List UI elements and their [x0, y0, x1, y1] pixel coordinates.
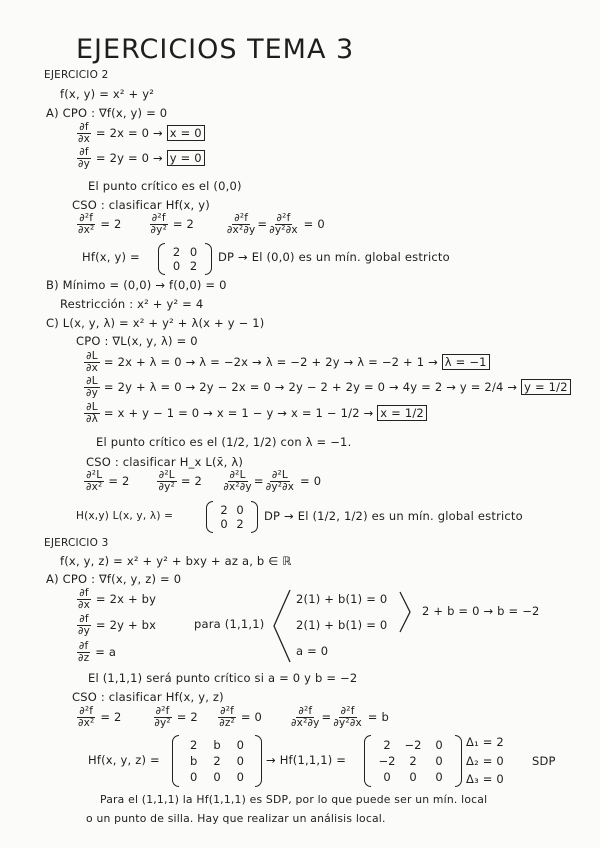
- lagrangian-line: C) L(x, y, λ) = x² + y² + λ(x + y − 1): [46, 316, 265, 330]
- dL-dy-line: $\frac{\partial L}{\partial y}$ = 2y + λ = 0 → 2y − 2x = 0 → 2y − 2 + 2y = 0 → 4y = 2 → y = 2/4 → y = 1/2: [84, 376, 571, 399]
- partial-x-line-3: $\frac{\partial f}{\partial x}$ = 2x + by: [78, 587, 157, 612]
- matrix-cell: 0: [220, 517, 228, 531]
- part-b-line: B) Mínimo = (0,0) → f(0,0) = 0: [46, 278, 227, 292]
- hessian-conclusion: DP → El (0,0) es un mín. global estricto: [218, 250, 450, 264]
- matrix-cell: 2: [383, 738, 391, 752]
- matrix-cell: 0: [172, 259, 181, 273]
- boxed-result: y = 1/2: [521, 379, 571, 395]
- partial-y-line: $\frac{\partial f}{\partial y}$ = 2y = 0 → y = 0: [76, 147, 205, 170]
- conclusion-line-1: Para el (1,1,1) la Hf(1,1,1) es SDP, por lo que puede ser un mín. local: [100, 793, 488, 806]
- partial-fraction: $\frac{\text{∂²L}}{\text{∂y²}}$: [158, 469, 175, 494]
- boxed-result: λ = −1: [442, 354, 490, 370]
- critical-point-text: El punto crítico es el (0,0): [88, 179, 242, 193]
- matrix-cell: 0: [213, 770, 221, 784]
- partial-fraction: $\frac{\text{∂²f}}{\text{∂x²}}$: [78, 705, 95, 730]
- matrix-cell: b: [213, 738, 221, 752]
- boxed-result: y = 0: [167, 150, 205, 166]
- left-brace: [270, 588, 292, 664]
- matrix-cell: 2: [190, 738, 198, 752]
- partial-z-line-3: $\frac{\partial f}{\partial z}$ = a: [78, 640, 117, 665]
- function-definition-3: f(x, y, z) = x² + y² + bxy + az a, b ∈ ℝ: [60, 554, 292, 568]
- partial-fraction: $\frac{\partial f}{\partial x}$: [78, 121, 91, 146]
- right-brace: [398, 590, 414, 634]
- evaluated-hessian-label: → Hf(1,1,1) =: [266, 753, 347, 767]
- dL-dlambda-line: $\frac{\partial L}{\partial\lambda}$ = x + y − 1 = 0 → x = 1 − y → x = 1 − 1/2 → x = 1/2: [84, 402, 427, 425]
- partial-fraction: $\frac{\text{∂²f}}{\text{∂y²}}$: [150, 212, 167, 237]
- leading-minor-1: Δ₁ = 2: [466, 735, 504, 749]
- partial-fraction: $\frac{\partial L}{\partial\lambda}$: [86, 401, 99, 426]
- page-title: EJERCICIOS TEMA 3: [76, 34, 355, 65]
- matrix-cell: 0: [383, 770, 391, 784]
- partial-fraction: $\frac{\text{∂²f}}{\text{∂y²∂x}}$: [269, 212, 298, 237]
- lagrange-critical-text: El punto crítico es el (1/2, 1/2) con λ = −1.: [96, 435, 352, 449]
- part-a-cpo-3: A) CPO : ∇f(x, y, z) = 0: [46, 572, 182, 586]
- partial-x-line: $\frac{\partial f}{\partial x}$ = 2x = 0 → x = 0: [76, 122, 205, 145]
- lagrange-cso-line: CSO : clasificar H_x L(x̄, λ): [86, 455, 244, 469]
- critical-condition-text: El (1,1,1) será punto crítico si a = 0 y b = −2: [88, 671, 358, 685]
- second-derivatives-line-3: $\frac{\text{∂²f}}{\text{∂x²}}$ = 2 $\frac{\text{∂²f}}{\text{∂y²}}$ = 2 $\frac{\text{∂²f}}{\text{∂z²}}$ = 0 $\frac{\text{∂²f}}{\text{∂x²∂y}}$ = $\frac{\text{∂²f}}{\text{∂y²∂x}}$ = b: [78, 705, 389, 730]
- partial-fraction: $\frac{\text{∂²f}}{\text{∂y²∂x}}$: [333, 705, 362, 730]
- part-a-cpo: A) CPO : ∇f(x, y) = 0: [46, 106, 168, 120]
- restriction-line: Restricción : x² + y² = 4: [60, 297, 204, 311]
- matrix-cell: 0: [190, 770, 198, 784]
- partial-fraction: $\frac{\partial f}{\partial y}$: [78, 613, 91, 638]
- partial-fraction: $\frac{\partial L}{\partial y}$: [86, 375, 99, 400]
- hessian-matrix-3: [172, 735, 262, 787]
- boxed-result: x = 1/2: [377, 405, 427, 421]
- function-definition: f(x, y) = x² + y²: [60, 87, 155, 101]
- partial-fraction: $\frac{\text{∂²L}}{\text{∂x²∂y}}$: [223, 469, 252, 494]
- partial-fraction: $\frac{\partial L}{\partial x}$: [86, 350, 99, 375]
- partial-fraction: $\frac{\text{∂²f}}{\text{∂z²}}$: [219, 705, 235, 730]
- leading-minor-2: Δ₂ = 0: [466, 754, 504, 768]
- exercise-3-header: EJERCICIO 3: [44, 537, 109, 549]
- lagrange-hessian-label: H(x,y) L(x, y, λ) =: [76, 510, 174, 522]
- matrix-cell: 0: [236, 754, 244, 768]
- matrix-cell: b: [190, 754, 198, 768]
- matrix-cell: 0: [236, 770, 244, 784]
- partial-fraction: $\frac{\text{∂²f}}{\text{∂x²∂y}}$: [226, 212, 256, 237]
- boxed-result: x = 0: [167, 125, 205, 141]
- system-equation-1: 2(1) + b(1) = 0: [296, 592, 388, 606]
- partial-fraction: $\frac{\text{∂²L}}{\text{∂y²∂x}}$: [265, 469, 295, 494]
- matrix-cell: 2: [409, 754, 417, 768]
- exercise-2-header: EJERCICIO 2: [44, 69, 109, 81]
- partial-fraction: $\frac{\partial f}{\partial y}$: [78, 146, 91, 171]
- partial-fraction: $\frac{\partial f}{\partial z}$: [78, 640, 90, 665]
- matrix-cell: −2: [404, 738, 422, 752]
- matrix-cell: 0: [435, 770, 443, 784]
- evaluated-hessian-matrix: [364, 735, 462, 787]
- matrix-cell: 2: [236, 517, 244, 531]
- evaluation-point-label: para (1,1,1): [194, 617, 265, 631]
- matrix-cell: 2: [220, 503, 228, 517]
- matrix-cell: 0: [435, 738, 443, 752]
- lagrange-hessian-conclusion: DP → El (1/2, 1/2) es un mín. global estricto: [264, 509, 523, 523]
- partial-fraction: $\frac{\text{∂²f}}{\text{∂x²∂y}}$: [291, 705, 320, 730]
- matrix-cell: 0: [409, 770, 417, 784]
- cso-line: CSO : clasificar Hf(x, y): [72, 198, 210, 212]
- matrix-cell: 0: [236, 503, 244, 517]
- matrix-cell: 2: [213, 754, 221, 768]
- cso-line-3: CSO : clasificar Hf(x, y, z): [72, 690, 224, 704]
- lagrange-second-derivatives: $\frac{\text{∂²L}}{\text{∂x²}}$ = 2 $\frac{\text{∂²L}}{\text{∂y²}}$ = 2 $\frac{\text{∂²L}}{\text{∂x²∂y}}$ = $\frac{\text{∂²L}}{\text{∂y²∂x}}$ = 0: [86, 469, 322, 494]
- sdp-label: SDP: [532, 754, 556, 768]
- partial-fraction: $\frac{\partial f}{\partial x}$: [78, 587, 91, 612]
- second-derivatives-line: $\frac{\text{∂²f}}{\text{∂x²}}$ = 2 $\frac{\text{∂²f}}{\text{∂y²}}$ = 2 $\frac{\text{∂²f}}{\text{∂x²∂y}}$ = $\frac{\text{∂²f}}{\text{∂y²∂x}}$ = 0: [78, 212, 325, 237]
- system-equation-3: a = 0: [296, 644, 329, 658]
- lagrangian-cpo: CPO : ∇L(x, y, λ) = 0: [76, 334, 198, 348]
- conclusion-line-2: o un punto de silla. Hay que realizar un análisis local.: [86, 812, 386, 825]
- matrix-cell: 2: [189, 259, 198, 273]
- hessian-label-3: Hf(x, y, z) =: [88, 753, 160, 767]
- leading-minor-3: Δ₃ = 0: [466, 772, 504, 786]
- partial-fraction: $\frac{\text{∂²f}}{\text{∂x²}}$: [78, 212, 95, 237]
- matrix-cell: 2: [172, 245, 181, 259]
- hessian-matrix: [158, 243, 212, 275]
- lagrange-hessian-matrix: [206, 501, 258, 533]
- matrix-cell: 0: [189, 245, 198, 259]
- partial-fraction: $\frac{\text{∂²f}}{\text{∂y²}}$: [154, 705, 171, 730]
- hessian-label: Hf(x, y) =: [82, 250, 140, 264]
- partial-fraction: $\frac{\text{∂²L}}{\text{∂x²}}$: [86, 469, 103, 494]
- system-result: 2 + b = 0 → b = −2: [422, 604, 540, 618]
- dL-dx-line: $\frac{\partial L}{\partial x}$ = 2x + λ = 0 → λ = −2x → λ = −2 + 2y → λ = −2 + 1 → λ = −1: [84, 351, 490, 374]
- matrix-cell: 0: [236, 738, 244, 752]
- system-equation-2: 2(1) + b(1) = 0: [296, 618, 388, 632]
- matrix-cell: −2: [378, 754, 396, 768]
- partial-y-line-3: $\frac{\partial f}{\partial y}$ = 2y + bx: [78, 613, 157, 638]
- matrix-cell: 0: [435, 754, 443, 768]
